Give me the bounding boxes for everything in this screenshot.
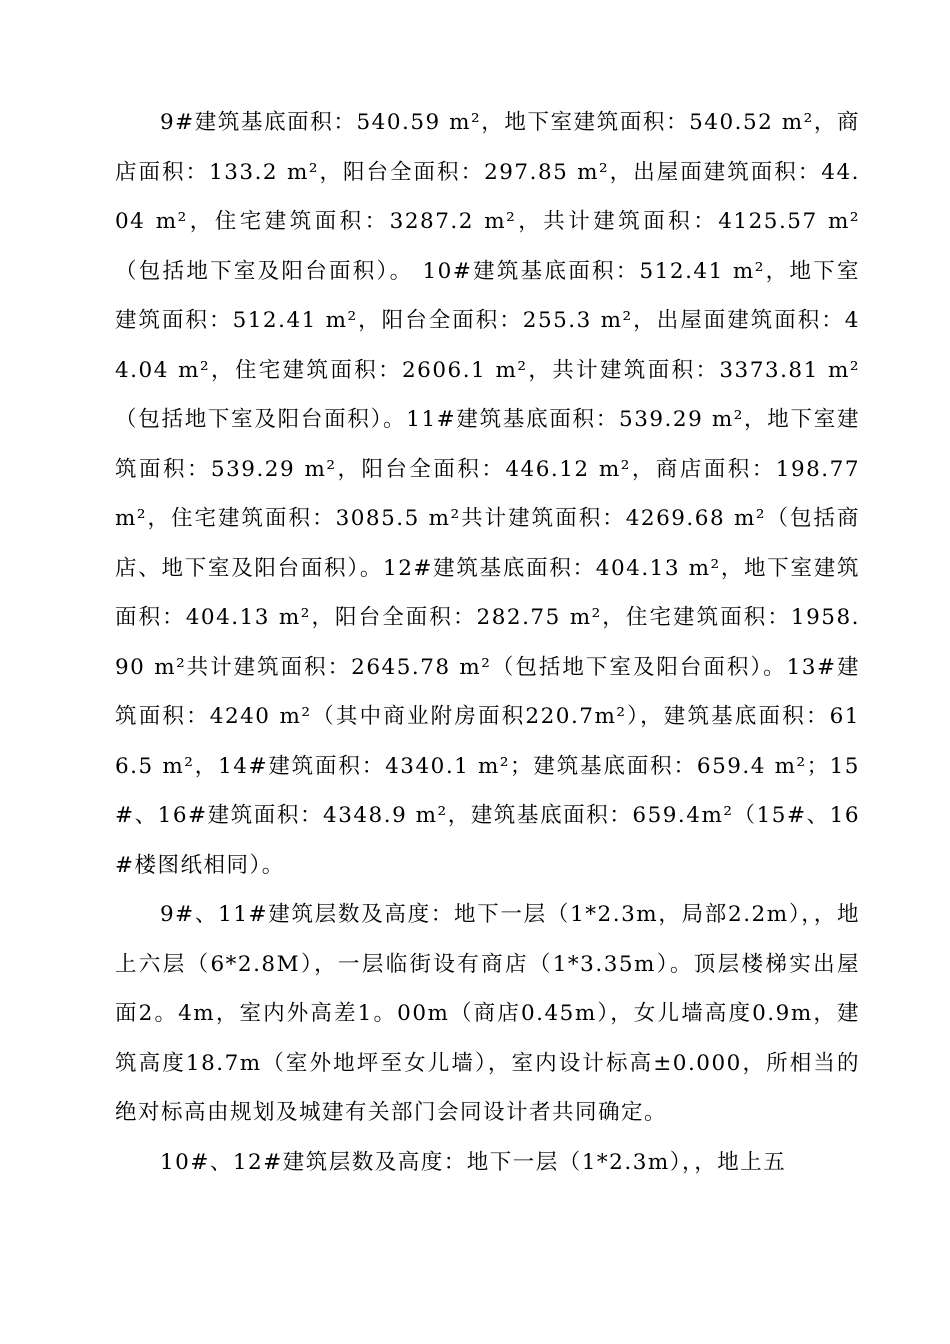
document-page — [115, 98, 860, 1187]
paragraph-building-10-12-floors: 10#、12#建筑层数及高度：地下一层（1*2.3m），，地上五 — [160, 1149, 787, 1175]
paragraph-building-areas: 9#建筑基底面积：540.59 m²，地下室建筑面积：540.52 m²，商店面积：133.2 m²，阳台全面积：297.85 m²，出屋面建筑面积：44.04 m²，住宅建筑面积：3287.2 m²，共计建筑面积：4125.57 m²（包括地下室及阳台面积）。 10#建筑基底面积：512.41 m²，地下室建筑面积：512.41 m²，阳台全面积：255.3 m²，出屋面建筑面积：44.04 m²，住宅建筑面积：2606.1 m²，共计建筑面积：3373.81 m²（包括地下室及阳台面积）。11#建筑基底面积：539.29 m²，地下室建筑面积：539.29 m²，阳台全面积：446.12 m²，商店面积：198.77 m²，住宅建筑面积：3085.5 m²共计建筑面积：4269.68 m²（包括商店、地下室及阳台面积）。12#建筑基底面积：404.13 m²，地下室建筑面积：404.13 m²，阳台全面积：282.75 m²，住宅建筑面积：1958.90 m²共计建筑面积：2645.78 m²（包括地下室及阳台面积）。13#建筑面积：4240 m²（其中商业附房面积220.7m²），建筑基底面积：616.5 m²，14#建筑面积：4340.1 m²；建筑基底面积：659.4 m²；15#、16#建筑面积：4348.9 m²，建筑基底面积：659.4m²（15#、16#楼图纸相同）。 — [115, 110, 860, 878]
paragraph-building-9-11-floors: 9#、11#建筑层数及高度：地下一层（1*2.3m，局部2.2m），，地上六层（6*2.8M），一层临街设有商店（1*3.35m）。顶层楼梯实出屋面2。4m，室内外高差1。00m（商店0.45m），女儿墙高度0.9m，建筑高度18.7m（室外地坪至女儿墙），室内设计标高±0.000，所相当的绝对标高由规划及城建有关部门会同设计者共同确定。 — [115, 902, 860, 1125]
